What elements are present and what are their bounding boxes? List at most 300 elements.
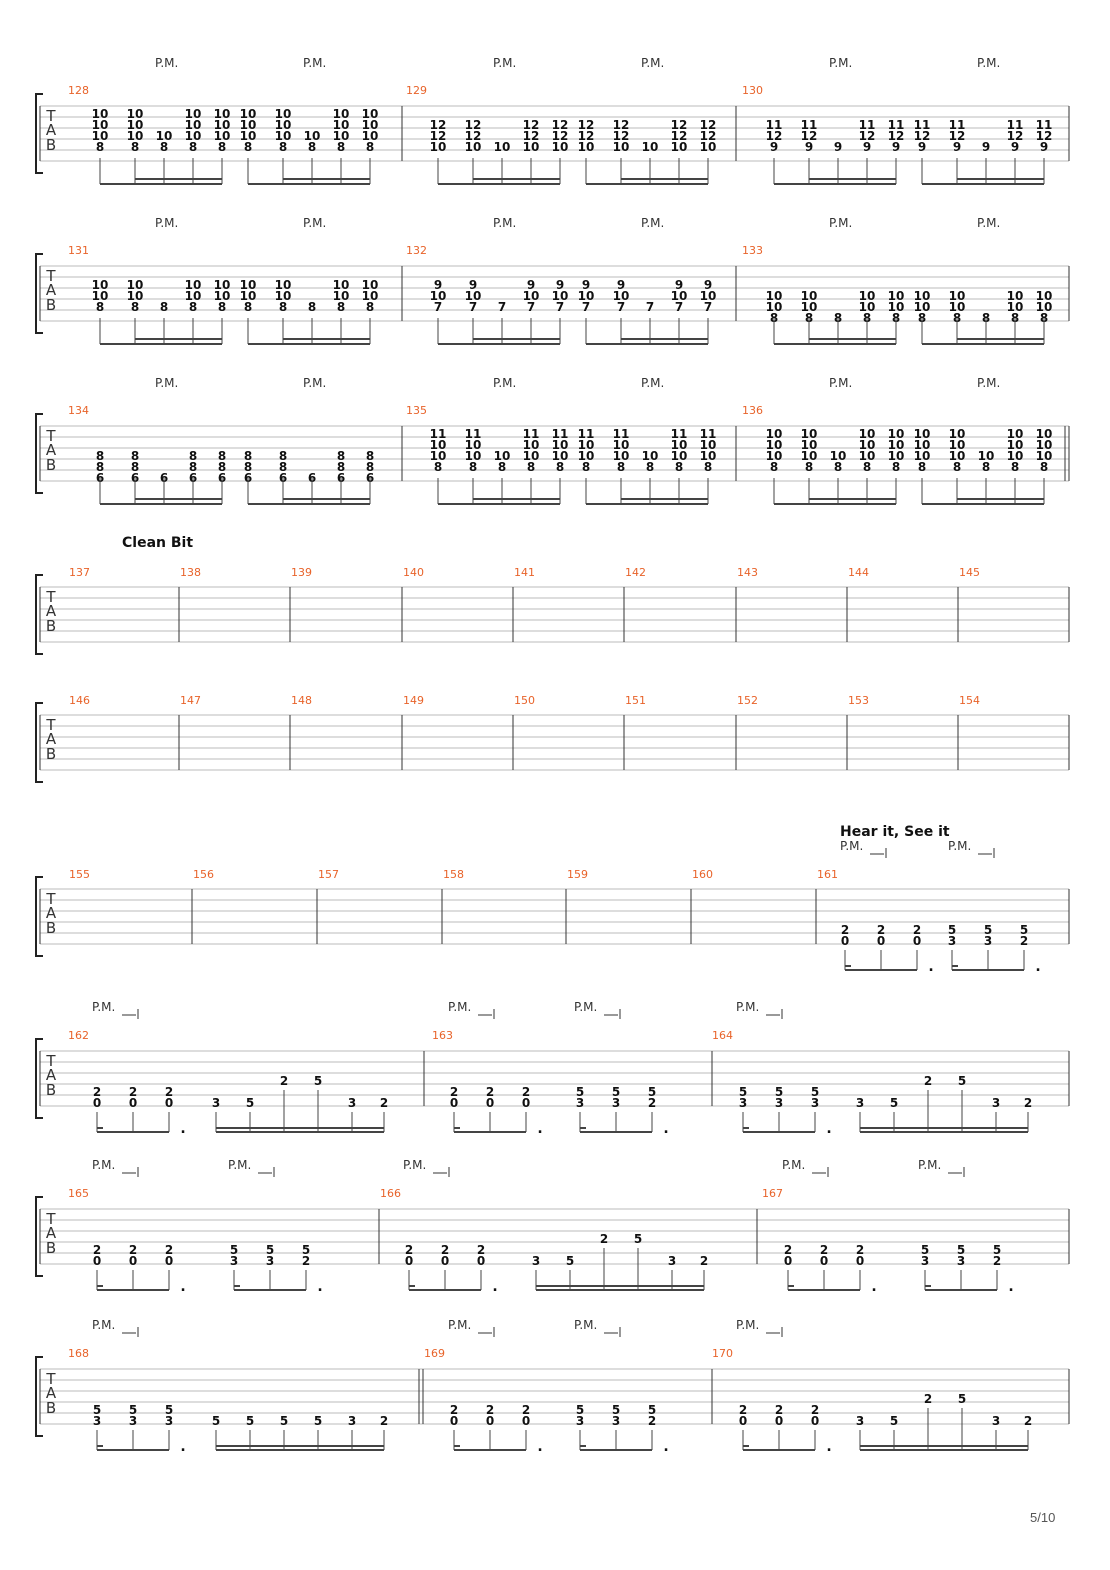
fret-number: 8	[581, 460, 591, 474]
tab-clef-t: T	[46, 1210, 56, 1228]
measure-number: 141	[514, 566, 535, 579]
fret-number: 11	[464, 427, 482, 441]
fret-number: 3	[211, 1096, 221, 1110]
tab-clef-b: B	[45, 136, 57, 154]
fret-number: 5	[229, 1243, 239, 1257]
fret-number: 10	[858, 300, 876, 314]
fret-number: 8	[188, 449, 198, 463]
fret-number: 5	[92, 1403, 102, 1417]
fret-number: 8	[278, 460, 288, 474]
fret-number: 2	[485, 1403, 495, 1417]
fret-number: 2	[128, 1243, 138, 1257]
fret-number: 9	[833, 140, 843, 154]
fret-number: 3	[947, 934, 957, 948]
fret-number: 8	[130, 140, 140, 154]
fret-number: 10	[213, 107, 231, 121]
dot: .	[180, 1121, 186, 1137]
fret-number: 10	[858, 438, 876, 452]
tab-clef-t: T	[46, 588, 56, 606]
fret-number: 10	[126, 289, 144, 303]
fret-number: 6	[243, 471, 253, 485]
fret-number: 9	[952, 140, 962, 154]
palm-mute-label: P.M.	[92, 1318, 116, 1332]
fret-number: 8	[703, 460, 713, 474]
fret-number: 10	[1035, 300, 1053, 314]
fret-number: 10	[429, 289, 447, 303]
fret-number: 2	[449, 1403, 459, 1417]
fret-number: 10	[1035, 449, 1053, 463]
palm-mute-label: P.M.	[92, 1158, 116, 1172]
fret-number: 8	[188, 300, 198, 314]
fret-number: 0	[774, 1414, 784, 1428]
measure-number: 156	[193, 868, 214, 881]
fret-number: 10	[913, 289, 931, 303]
palm-mute-label: P.M.	[493, 56, 517, 70]
measure-number: 161	[817, 868, 838, 881]
fret-number: 9	[804, 140, 814, 154]
fret-number: 8	[862, 460, 872, 474]
fret-number: 2	[404, 1243, 414, 1257]
fret-number: 12	[429, 129, 447, 143]
fret-number: 12	[765, 129, 783, 143]
fret-number: 0	[92, 1096, 102, 1110]
fret-number: 2	[440, 1243, 450, 1257]
fret-number: 3	[128, 1414, 138, 1428]
fret-number: 2	[485, 1085, 495, 1099]
palm-mute-label: P.M.	[155, 216, 179, 230]
fret-number: 10	[887, 449, 905, 463]
fret-number: 11	[429, 427, 447, 441]
fret-number: 10	[1035, 438, 1053, 452]
fret-number: 10	[577, 140, 595, 154]
fret-number: 3	[991, 1096, 1001, 1110]
fret-number: 10	[126, 278, 144, 292]
fret-number: 2	[92, 1085, 102, 1099]
palm-mute-label: P.M.	[303, 376, 327, 390]
fret-number: 10	[913, 300, 931, 314]
fret-number: 0	[855, 1254, 865, 1268]
fret-number: 3	[229, 1254, 239, 1268]
fret-number: 5	[983, 923, 993, 937]
fret-number: 0	[128, 1096, 138, 1110]
fret-number: 2	[164, 1085, 174, 1099]
fret-number: 7	[581, 300, 591, 314]
fret-number: 10	[948, 300, 966, 314]
palm-mute-label: P.M.	[641, 376, 665, 390]
measure-number: 162	[68, 1029, 89, 1042]
tab-clef-t: T	[46, 107, 56, 125]
fret-number: 10	[464, 289, 482, 303]
fret-number: 7	[555, 300, 565, 314]
measure-number: 138	[180, 566, 201, 579]
fret-number: 8	[278, 140, 288, 154]
tab-clef-b: B	[45, 296, 57, 314]
fret-number: 8	[243, 140, 253, 154]
fret-number: 12	[577, 118, 595, 132]
measure-number: 159	[567, 868, 588, 881]
fret-number: 5	[920, 1243, 930, 1257]
fret-number: 10	[829, 449, 847, 463]
fret-number: 9	[674, 278, 684, 292]
measure-number: 132	[406, 244, 427, 257]
fret-number: 10	[464, 449, 482, 463]
fret-number: 10	[670, 438, 688, 452]
dot: .	[180, 1439, 186, 1455]
fret-number: 8	[95, 140, 105, 154]
measure-number: 140	[403, 566, 424, 579]
fret-number: 3	[265, 1254, 275, 1268]
fret-number: 8	[217, 300, 227, 314]
fret-number: 7	[616, 300, 626, 314]
fret-number: 12	[699, 129, 717, 143]
fret-number: 2	[164, 1243, 174, 1257]
fret-number: 10	[126, 107, 144, 121]
fret-number: 12	[670, 118, 688, 132]
measure-number: 135	[406, 404, 427, 417]
palm-mute-label: P.M.	[736, 1000, 760, 1014]
fret-number: 8	[188, 460, 198, 474]
fret-number: 10	[670, 289, 688, 303]
fret-number: 8	[365, 140, 375, 154]
fret-number: 2	[774, 1403, 784, 1417]
fret-number: 3	[611, 1414, 621, 1428]
fret-number: 10	[274, 129, 292, 143]
palm-mute-label: P.M.	[574, 1000, 598, 1014]
fret-number: 7	[703, 300, 713, 314]
measure-number: 130	[742, 84, 763, 97]
fret-number: 10	[800, 438, 818, 452]
tab-clef-t: T	[46, 1052, 56, 1070]
fret-number: 10	[91, 129, 109, 143]
fret-number: 2	[379, 1096, 389, 1110]
palm-mute-label: P.M.	[448, 1000, 472, 1014]
fret-number: 10	[429, 438, 447, 452]
fret-number: 5	[128, 1403, 138, 1417]
fret-number: 7	[468, 300, 478, 314]
fret-number: 10	[213, 129, 231, 143]
fret-number: 2	[876, 923, 886, 937]
fret-number: 2	[301, 1254, 311, 1268]
fret-number: 10	[948, 438, 966, 452]
fret-number: 10	[800, 449, 818, 463]
fret-number: 2	[599, 1232, 609, 1246]
fret-number: 10	[361, 129, 379, 143]
fret-number: 7	[674, 300, 684, 314]
palm-mute-label: P.M.	[829, 376, 853, 390]
fret-number: 12	[522, 129, 540, 143]
fret-number: 3	[956, 1254, 966, 1268]
fret-number: 9	[862, 140, 872, 154]
fret-number: 9	[917, 140, 927, 154]
fret-number: 10	[765, 438, 783, 452]
fret-number: 10	[948, 289, 966, 303]
fret-number: 11	[522, 427, 540, 441]
palm-mute-label: P.M.	[948, 839, 972, 853]
tab-clef-b: B	[45, 1399, 57, 1417]
fret-number: 3	[991, 1414, 1001, 1428]
fret-number: 10	[332, 289, 350, 303]
fret-number: 10	[361, 278, 379, 292]
fret-number: 10	[332, 107, 350, 121]
palm-mute-label: P.M.	[403, 1158, 427, 1172]
fret-number: 10	[239, 107, 257, 121]
measure-number: 167	[762, 1187, 783, 1200]
palm-mute-label: P.M.	[641, 56, 665, 70]
fret-number: 10	[184, 289, 202, 303]
fret-number: 8	[336, 460, 346, 474]
fret-number: 10	[887, 438, 905, 452]
fret-number: 8	[769, 311, 779, 325]
fret-number: 11	[913, 118, 931, 132]
fret-number: 9	[433, 278, 443, 292]
fret-number: 10	[948, 449, 966, 463]
measure-number: 137	[69, 566, 90, 579]
measure-number: 158	[443, 868, 464, 881]
fret-number: 5	[889, 1096, 899, 1110]
tab-clef-b: B	[45, 1239, 57, 1257]
fret-number: 5	[1019, 923, 1029, 937]
fret-number: 10	[948, 427, 966, 441]
fret-number: 10	[551, 449, 569, 463]
fret-number: 9	[616, 278, 626, 292]
fret-number: 3	[575, 1096, 585, 1110]
palm-mute-label: P.M.	[228, 1158, 252, 1172]
tab-clef-t: T	[46, 1370, 56, 1388]
fret-number: 8	[217, 449, 227, 463]
fret-number: 11	[765, 118, 783, 132]
dot: .	[537, 1439, 543, 1455]
fret-number: 8	[336, 140, 346, 154]
measure-number: 128	[68, 84, 89, 97]
measure-number: 133	[742, 244, 763, 257]
fret-number: 10	[858, 449, 876, 463]
measure-number: 150	[514, 694, 535, 707]
fret-number: 10	[551, 140, 569, 154]
dot: .	[928, 959, 934, 975]
fret-number: 12	[522, 118, 540, 132]
fret-number: 3	[531, 1254, 541, 1268]
fret-number: 10	[612, 289, 630, 303]
fret-number: 12	[858, 129, 876, 143]
fret-number: 10	[155, 129, 173, 143]
fret-number: 8	[95, 460, 105, 474]
fret-number: 11	[1006, 118, 1024, 132]
tab-clef-t: T	[46, 716, 56, 734]
fret-number: 10	[332, 129, 350, 143]
fret-number: 8	[159, 300, 169, 314]
fret-number: 2	[923, 1392, 933, 1406]
measure-number: 136	[742, 404, 763, 417]
palm-mute-label: P.M.	[493, 376, 517, 390]
fret-number: 2	[647, 1414, 657, 1428]
dot: .	[537, 1121, 543, 1137]
fret-number: 8	[917, 311, 927, 325]
fret-number: 10	[670, 140, 688, 154]
measure-number: 151	[625, 694, 646, 707]
dot: .	[1008, 1279, 1014, 1295]
fret-number: 3	[920, 1254, 930, 1268]
fret-number: 0	[521, 1096, 531, 1110]
fret-number: 2	[1019, 934, 1029, 948]
fret-number: 0	[404, 1254, 414, 1268]
fret-number: 5	[647, 1403, 657, 1417]
fret-number: 0	[521, 1414, 531, 1428]
fret-number: 2	[992, 1254, 1002, 1268]
fret-number: 10	[239, 278, 257, 292]
fret-number: 10	[429, 140, 447, 154]
fret-number: 8	[95, 449, 105, 463]
fret-number: 10	[800, 427, 818, 441]
fret-number: 5	[211, 1414, 221, 1428]
fret-number: 5	[647, 1085, 657, 1099]
fret-number: 8	[243, 300, 253, 314]
fret-number: 6	[95, 471, 105, 485]
measure-number: 147	[180, 694, 201, 707]
fret-number: 8	[804, 460, 814, 474]
tab-clef-b: B	[45, 1081, 57, 1099]
fret-number: 10	[303, 129, 321, 143]
fret-number: 8	[616, 460, 626, 474]
fret-number: 0	[819, 1254, 829, 1268]
fret-number: 6	[130, 471, 140, 485]
fret-number: 10	[1006, 300, 1024, 314]
fret-number: 0	[164, 1254, 174, 1268]
measure-number: 142	[625, 566, 646, 579]
fret-number: 10	[429, 449, 447, 463]
fret-number: 8	[95, 300, 105, 314]
fret-number: 10	[765, 289, 783, 303]
fret-number: 8	[159, 140, 169, 154]
fret-number: 12	[612, 118, 630, 132]
fret-number: 8	[862, 311, 872, 325]
section-title-hear-it-see-it: Hear it, See it	[840, 824, 950, 840]
fret-number: 2	[783, 1243, 793, 1257]
tab-clef-a: A	[45, 281, 57, 299]
measure-number: 152	[737, 694, 758, 707]
fret-number: 5	[575, 1085, 585, 1099]
fret-number: 8	[243, 449, 253, 463]
fret-number: 10	[765, 300, 783, 314]
fret-number: 3	[855, 1414, 865, 1428]
fret-number: 10	[577, 449, 595, 463]
fret-number: 10	[91, 118, 109, 132]
fret-number: 10	[522, 449, 540, 463]
measure-number: 139	[291, 566, 312, 579]
fret-number: 7	[497, 300, 507, 314]
fret-number: 10	[213, 289, 231, 303]
fret-number: 9	[769, 140, 779, 154]
fret-number: 8	[130, 460, 140, 474]
fret-number: 3	[164, 1414, 174, 1428]
fret-number: 11	[577, 427, 595, 441]
fret-number: 10	[213, 118, 231, 132]
fret-number: 10	[184, 107, 202, 121]
fret-number: 2	[738, 1403, 748, 1417]
palm-mute-label: P.M.	[574, 1318, 598, 1332]
fret-number: 5	[889, 1414, 899, 1428]
measure-number: 131	[68, 244, 89, 257]
fret-number: 5	[575, 1403, 585, 1417]
fret-number: 0	[876, 934, 886, 948]
fret-number: 0	[783, 1254, 793, 1268]
fret-number: 7	[433, 300, 443, 314]
fret-number: 12	[800, 129, 818, 143]
fret-number: 3	[983, 934, 993, 948]
palm-mute-label: P.M.	[918, 1158, 942, 1172]
fret-number: 12	[670, 129, 688, 143]
page-number: 5/10	[1030, 1510, 1056, 1525]
fret-number: 5	[301, 1243, 311, 1257]
fret-number: 12	[577, 129, 595, 143]
palm-mute-label: P.M.	[977, 376, 1001, 390]
fret-number: 10	[274, 107, 292, 121]
tab-clef-b: B	[45, 456, 57, 474]
fret-number: 5	[992, 1243, 1002, 1257]
fret-number: 8	[336, 300, 346, 314]
fret-number: 10	[91, 289, 109, 303]
measure-number: 154	[959, 694, 980, 707]
fret-number: 8	[278, 449, 288, 463]
fret-number: 8	[307, 140, 317, 154]
measure-number: 160	[692, 868, 713, 881]
fret-number: 10	[274, 289, 292, 303]
fret-number: 3	[347, 1414, 357, 1428]
fret-number: 10	[887, 289, 905, 303]
fret-number: 6	[365, 471, 375, 485]
fret-number: 8	[917, 460, 927, 474]
fret-number: 10	[887, 300, 905, 314]
fret-number: 10	[91, 278, 109, 292]
fret-number: 5	[245, 1414, 255, 1428]
fret-number: 8	[243, 460, 253, 474]
fret-number: 8	[217, 140, 227, 154]
fret-number: 0	[449, 1414, 459, 1428]
fret-number: 2	[379, 1414, 389, 1428]
fret-number: 3	[92, 1414, 102, 1428]
fret-number: 2	[810, 1403, 820, 1417]
fret-number: 10	[332, 118, 350, 132]
fret-number: 10	[858, 427, 876, 441]
fret-number: 5	[565, 1254, 575, 1268]
fret-number: 2	[855, 1243, 865, 1257]
measure-number: 148	[291, 694, 312, 707]
palm-mute-label: P.M.	[829, 56, 853, 70]
fret-number: 0	[738, 1414, 748, 1428]
fret-number: 10	[577, 438, 595, 452]
measure-number: 134	[68, 404, 89, 417]
fret-number: 8	[217, 460, 227, 474]
fret-number: 8	[433, 460, 443, 474]
fret-number: 10	[493, 449, 511, 463]
fret-number: 10	[913, 438, 931, 452]
tab-clef-t: T	[46, 267, 56, 285]
fret-number: 10	[913, 427, 931, 441]
fret-number: 10	[641, 449, 659, 463]
fret-number: 10	[91, 107, 109, 121]
fret-number: 8	[365, 300, 375, 314]
fret-number: 11	[699, 427, 717, 441]
fret-number: 2	[128, 1085, 138, 1099]
fret-number: 5	[611, 1403, 621, 1417]
fret-number: 8	[952, 311, 962, 325]
fret-number: 10	[670, 449, 688, 463]
measure-number: 149	[403, 694, 424, 707]
fret-number: 11	[887, 118, 905, 132]
fret-number: 10	[699, 289, 717, 303]
fret-number: 8	[130, 300, 140, 314]
fret-number: 12	[551, 129, 569, 143]
fret-number: 6	[336, 471, 346, 485]
